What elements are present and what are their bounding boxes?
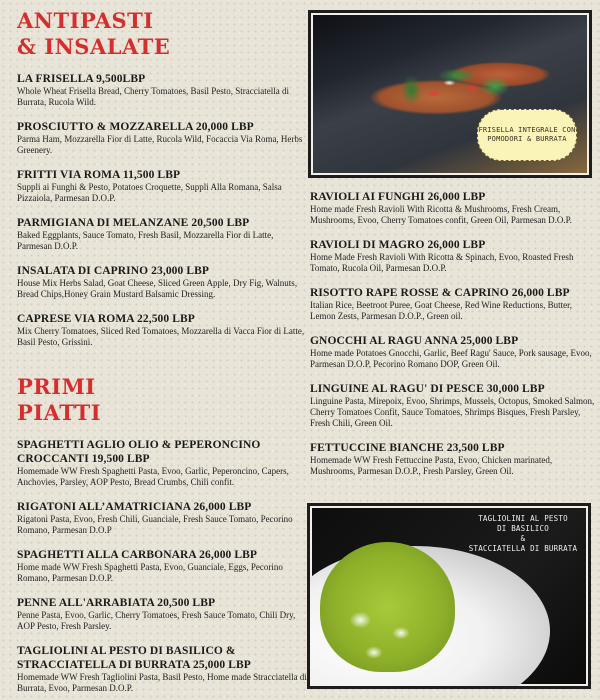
menu-item-insalata-caprino <box>17 264 307 300</box>
left-column <box>17 8 307 700</box>
caption-line: TAGLIOLINI AL PESTO <box>478 514 568 523</box>
menu-item-title: PARMIGIANA DI MELANZANE 20,500 LBP <box>17 217 250 229</box>
caption-line: & <box>520 534 526 543</box>
menu-item-description: Mix Cherry Tomatoes, Sliced Red Tomatoes, Mozzarella di Vacca Fior di Latte, Basil Pesto, Grissini. <box>17 326 305 347</box>
menu-item-description: Baked Eggplants, Sauce Tomato, Fresh Basil, Mozzarella Fior di Latte, Parmesan D.O.P. <box>17 230 274 251</box>
menu-item-description: Homemade WW Fresh Fettuccine Pasta, Evoo, Chicken marinated, Mushrooms, Parmesan D.O.P., Fresh Parsley, Green Oil. <box>310 455 553 476</box>
menu-item-description: Suppli ai Funghi & Pesto, Potatoes Croquette, Suppli Alla Romana, Salsa Pizzaiola, Parmesan D.O.P. <box>17 182 282 203</box>
menu-item-title: LA FRISELLA 9,500LBP <box>17 73 146 85</box>
menu-item-description: Whole Wheat Frisella Bread, Cherry Tomatoes, Basil Pesto, Stracciatella di Burrata, Rucola Wild. <box>17 86 289 107</box>
menu-item-la-frisella <box>17 72 307 108</box>
menu-item-spaghetti-aglio-olio <box>17 438 307 488</box>
menu-item-risotto-rape-rosse <box>310 286 595 322</box>
menu-item-title: PROSCIUTTO & MOZZARELLA 20,000 LBP <box>17 121 254 133</box>
menu-item-prosciutto-mozzarella <box>17 120 307 156</box>
photo-caption-bubble <box>477 109 577 161</box>
menu-item-title: LINGUINE AL RAGU' DI PESCE 30,000 LBP <box>310 383 545 395</box>
caption-line: DI BASILICO <box>497 524 549 533</box>
caption-line: POMODORI & BURRATA <box>487 135 567 143</box>
menu-item-description: Penne Pasta, Evoo, Garlic, Cherry Tomatoes, Fresh Sauce Tomato, Chili Dry, AOP Pesto, Fresh Parsley. <box>17 610 296 631</box>
menu-item-title: SPAGHETTI AGLIO OLIO & PEPERONCINO CROCCANTI 19,500 LBP <box>17 439 261 465</box>
menu-item-description: Parma Ham, Mozzarella Fior di Latte, Rucola Wild, Focaccia Via Roma, Herbs Greenery. <box>17 134 303 155</box>
menu-item-title: RAVIOLI AI FUNGHI 26,000 LBP <box>310 191 486 203</box>
menu-item-description: Homemade WW Fresh Tagliolini Pasta, Basil Pesto, Home made Stracciatella di Burrata, Evoo, Parmesan D.O.P. <box>17 672 307 693</box>
menu-item-description: Home made WW Fresh Spaghetti Pasta, Evoo, Guanciale, Eggs, Pecorino Romano, Parmesan D.O.P. <box>17 562 283 583</box>
menu-item-title: PENNE ALL'ARRABIATA 20,500 LBP <box>17 597 216 609</box>
menu-item-title: RISOTTO RAPE ROSSE & CAPRINO 26,000 LBP <box>310 287 570 299</box>
caption-line: FRISELLA INTEGRALE CON <box>478 126 576 134</box>
menu-item-tagliolini-pesto <box>17 644 307 694</box>
menu-item-ravioli-magro <box>310 238 595 274</box>
menu-item-gnocchi-ragu <box>310 334 595 370</box>
section-title-line: PRIMI <box>17 374 96 399</box>
right-column <box>310 190 595 489</box>
menu-item-description: Home Made Fresh Ravioli With Ricotta & Spinach, Evoo, Roasted Fresh Tomato, Rucola Oil, Parmesan D.O.P. <box>310 252 574 273</box>
menu-item-title: CAPRESE VIA ROMA 22,500 LBP <box>17 313 195 325</box>
menu-item-caprese <box>17 312 307 348</box>
menu-item-linguine-pesce <box>310 382 595 429</box>
section-title-line: & INSALATE <box>17 34 171 59</box>
menu-item-title: FETTUCCINE BIANCHE 23,500 LBP <box>310 442 505 454</box>
menu-item-parmigiana <box>17 216 307 252</box>
section-title-antipasti <box>17 8 307 60</box>
photo-caption <box>468 514 578 554</box>
menu-item-description: Linguine Pasta, Mirepoix, Evoo, Shrimps, Mussels, Octopus, Smoked Salmon, Cherry Tomatoes Confit, Sauce Tomatoes, Shrimps Bisques, Fresh Parsley, Fresh Chili, Green Oil. <box>310 396 595 428</box>
section-title-line: PIATTI <box>17 400 102 425</box>
menu-item-title: INSALATA DI CAPRINO 23,000 LBP <box>17 265 210 277</box>
section-title-line: ANTIPASTI <box>17 8 154 33</box>
section-title-primi <box>17 374 307 426</box>
menu-item-penne-arrabiata <box>17 596 307 632</box>
menu-item-fritti-via-roma <box>17 168 307 204</box>
menu-item-description: Homemade WW Fresh Spaghetti Pasta, Evoo, Garlic, Peperoncino, Capers, Anchovies, Parsley, AOP Pesto, Bread Crumbs, Chili confit. <box>17 466 289 487</box>
caption-line: STACCIATELLA DI BURRATA <box>468 544 578 553</box>
menu-item-spaghetti-carbonara <box>17 548 307 584</box>
photo-tagliolini <box>307 503 591 689</box>
menu-item-fettuccine-bianche <box>310 441 595 477</box>
menu-item-description: House Mix Herbs Salad, Goat Cheese, Sliced Green Apple, Dry Fig, Walnuts, Bread Chips,Honey Grain Mustard Balsamic Dressing. <box>17 278 298 299</box>
menu-item-rigatoni-amatriciana <box>17 500 307 536</box>
menu-item-title: FRITTI VIA ROMA 11,500 LBP <box>17 169 181 181</box>
food-image-pasta <box>320 542 455 672</box>
menu-item-description: Home made Fresh Ravioli With Ricotta & Mushrooms, Fresh Cream, Mushrooms, Evoo, Cherry Tomatoes confit, Green Oil, Parmesan D.O.P. <box>310 204 572 225</box>
photo-frisella <box>308 10 592 178</box>
menu-item-description: Italian Rice, Beetroot Puree, Goat Cheese, Red Wine Reductions, Butter, Lemon Zests, Parmesan D.O.P., Green oil. <box>310 300 573 321</box>
menu-item-title: TAGLIOLINI AL PESTO DI BASILICO & STRACCIATELLA DI BURRATA 25,000 LBP <box>17 645 251 671</box>
menu-item-description: Rigatoni Pasta, Evoo, Fresh Chili, Guanciale, Fresh Sauce Tomato, Pecorino Romano, Parmesan D.O.P <box>17 514 293 535</box>
menu-item-ravioli-funghi <box>310 190 595 226</box>
menu-item-description: Home made Potatoes Gnocchi, Garlic, Beef Ragu' Sauce, Pork sausage, Evoo, Parmesan D.O.P, Pecorino Romano DOP, Green Oil. <box>310 348 592 369</box>
menu-item-title: RAVIOLI DI MAGRO 26,000 LBP <box>310 239 486 251</box>
menu-item-title: RIGATONI ALL’AMATRICIANA 26,000 LBP <box>17 501 252 513</box>
menu-item-title: GNOCCHI AL RAGU ANNA 25,000 LBP <box>310 335 519 347</box>
menu-item-title: SPAGHETTI ALLA CARBONARA 26,000 LBP <box>17 549 258 561</box>
